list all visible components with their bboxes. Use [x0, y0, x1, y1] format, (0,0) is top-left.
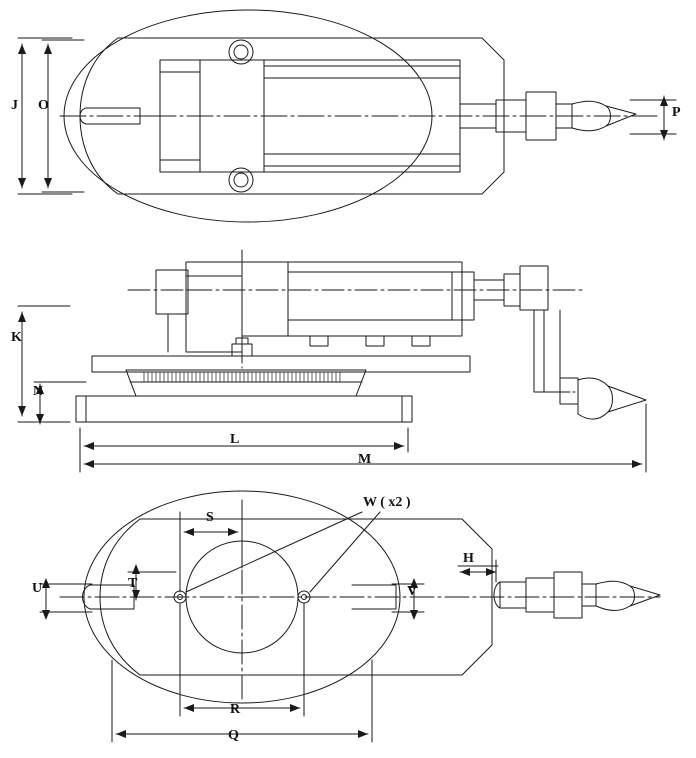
front-view-group — [18, 250, 646, 472]
dimension-label-H: H — [463, 551, 474, 566]
dimension-label-R: R — [230, 702, 241, 717]
dimension-label-V: V — [407, 584, 418, 599]
dimension-label-P: P — [672, 105, 681, 120]
dimension-label-Q: Q — [228, 728, 239, 743]
dimension-label-W: W ( x2 ) — [363, 495, 411, 510]
bottom-view-group — [40, 491, 660, 742]
top-view-group — [18, 10, 676, 222]
dimension-label-K: K — [11, 330, 22, 345]
dimension-label-N: N — [33, 384, 44, 399]
dimension-label-O: O — [38, 98, 49, 113]
dimension-label-U: U — [32, 581, 43, 596]
dimension-label-T: T — [128, 576, 138, 591]
dimension-label-M: M — [358, 452, 372, 467]
dimension-label-S: S — [206, 510, 214, 525]
dimension-label-J: J — [11, 98, 18, 113]
dimension-label-L: L — [230, 432, 240, 447]
